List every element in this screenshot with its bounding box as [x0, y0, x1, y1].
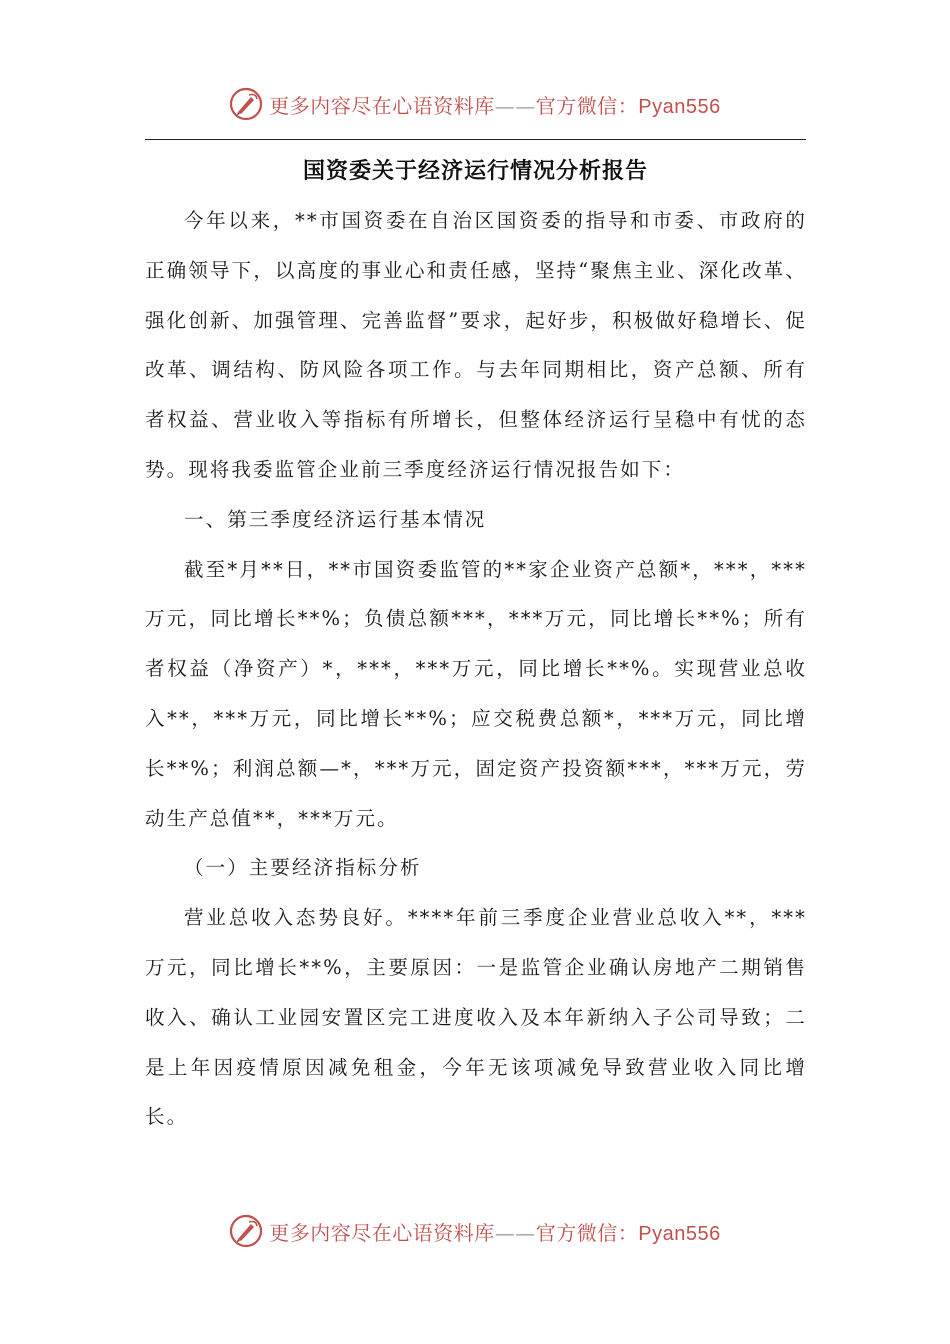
- document-title: 国资委关于经济运行情况分析报告: [302, 159, 648, 184]
- watermark-banner-top: [0, 84, 950, 124]
- watermark-text: 更多内容尽在心语资料库——官方微信：Pyan556: [269, 93, 721, 118]
- pen-logo-icon: [229, 1214, 263, 1248]
- subsection-heading-1: （一）主要经济指标分析: [184, 856, 422, 880]
- watermark-text: 更多内容尽在心语资料库——官方微信：Pyan556: [269, 1220, 721, 1245]
- paragraph-intro: 今年以来，**市国资委在自治区国资委的指导和市委、市政府的正确领导下，以高度的事业心和责任感，坚持“聚焦主业、深化改革、强化创新、加强管理、完善监督”要求，起好步，积极做好稳增长、促改革、调结构、防风险各项工作。与去年同期相比，资产总额、所有者权益、营业收入等指标有所增长，但整体经济运行呈稳中有忧的态势。现将我委监管企业前三季度经济运行情况报告如下：: [145, 209, 807, 481]
- pen-logo-icon: [229, 87, 263, 121]
- header-divider: [145, 139, 806, 140]
- paragraph-overview: 截至*月**日，**市国资委监管的**家企业资产总额*，***，***万元，同比增长**%；负债总额***，***万元，同比增长**%；所有者权益（净资产）*，***，***万元，同比增长**%。实现营业总收入**，***万元，同比增长**%；应交税费总额*，***万元，同比增长**%；利润总额—*，***万元，固定资产投资额***，***万元，劳动生产总值**，***万元。: [145, 557, 807, 830]
- document-body: [145, 196, 807, 1142]
- paragraph-revenue: 营业总收入态势良好。****年前三季度企业营业总收入**，***万元，同比增长**%，主要原因：一是监管企业确认房地产二期销售收入、确认工业园安置区完工进度收入及本年新纳入子公司导致；二是上年因疫情原因减免租金，今年无该项减免导致营业收入同比增长。: [145, 906, 807, 1129]
- section-heading-1: 一、第三季度经济运行基本情况: [184, 507, 487, 531]
- watermark-banner-bottom: [0, 1211, 950, 1251]
